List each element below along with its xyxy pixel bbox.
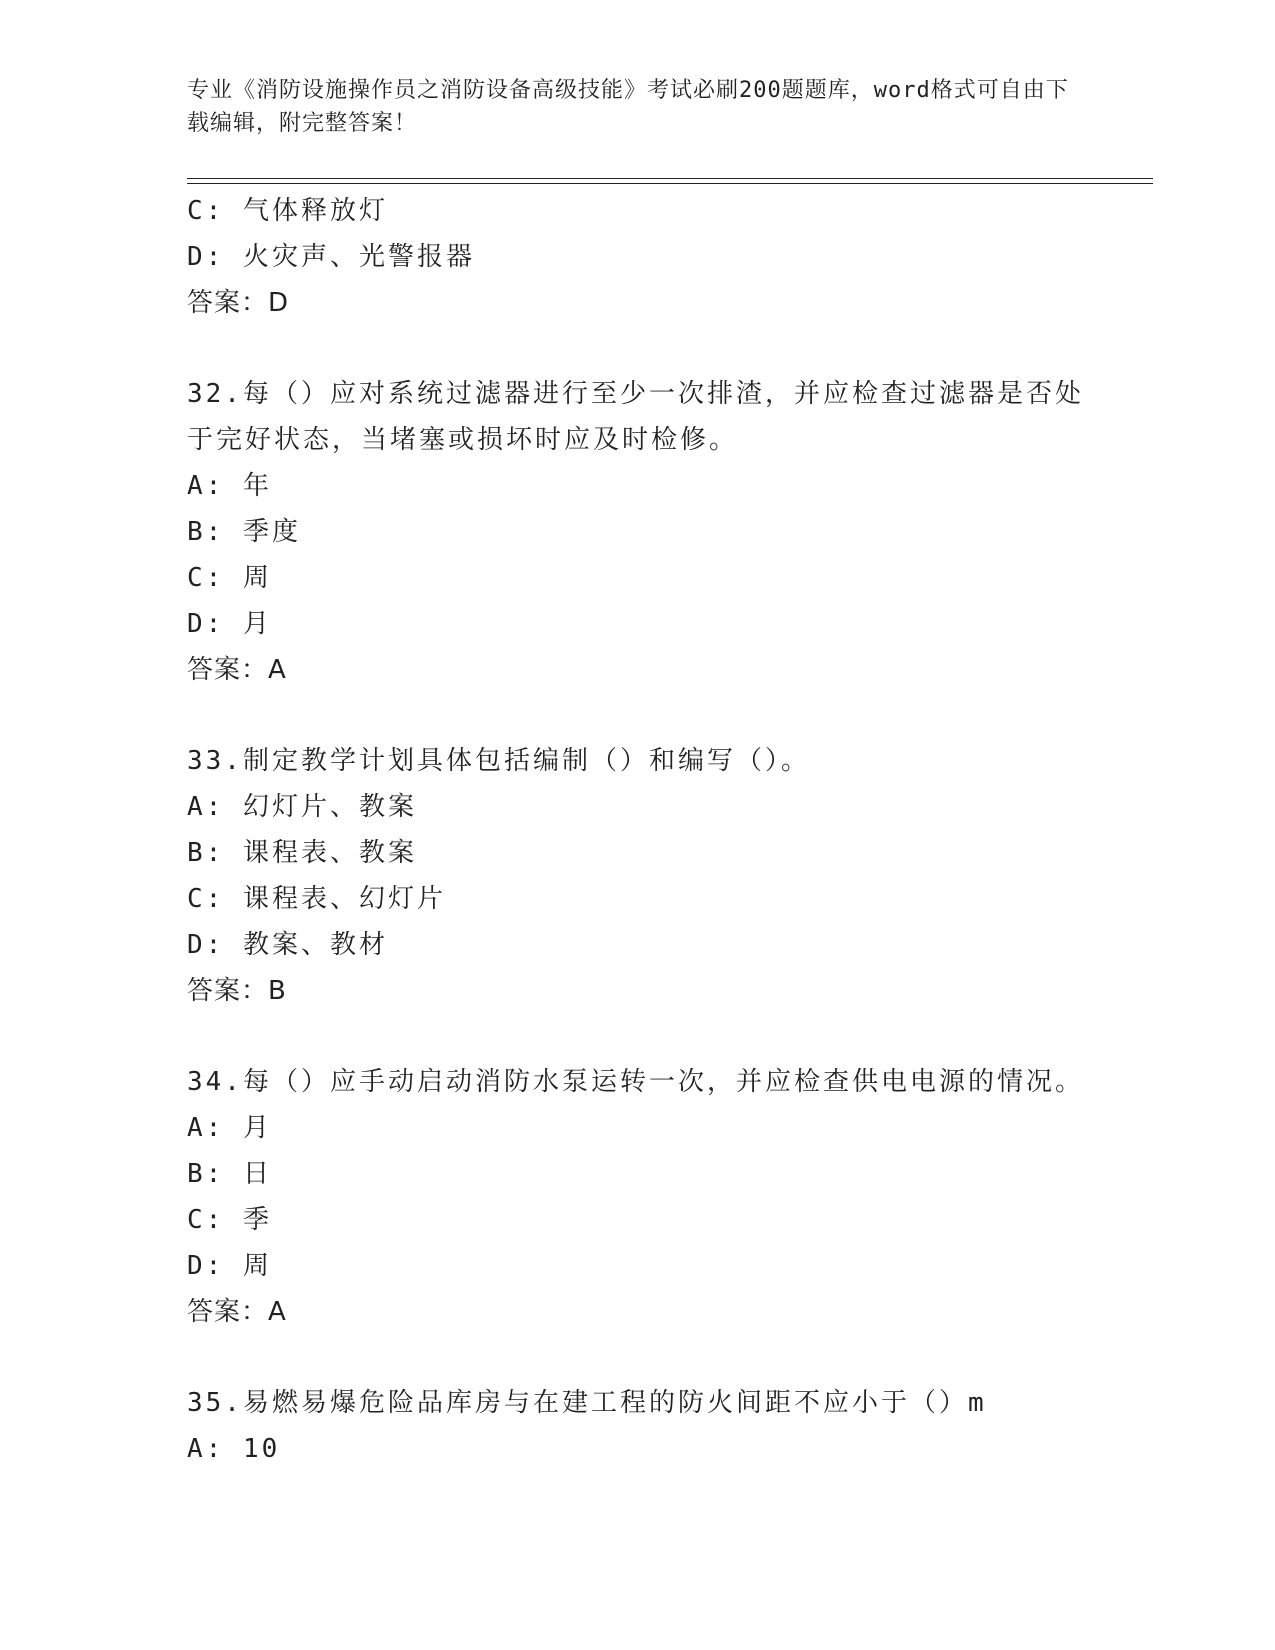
option-b: B: 课程表、教案 (187, 838, 417, 868)
option-b: B: 日 (187, 1159, 272, 1189)
option-a: A: 月 (187, 1113, 272, 1143)
answer-line: 答案：A (187, 655, 287, 685)
spacer (187, 693, 1167, 738)
option-d: D: 教案、教材 (187, 930, 388, 960)
question-stem-line-1: 32.每（）应对系统过滤器进行至少一次排渣，并应检查过滤器是否处 (187, 379, 1084, 409)
option-c: C: 气体释放灯 (187, 196, 388, 226)
answer-line: 答案：B (187, 976, 287, 1006)
option-d: D: 周 (187, 1251, 272, 1281)
question-list (187, 188, 1167, 1472)
option-d: D: 火灾声、光警报器 (187, 242, 475, 272)
option-b: B: 季度 (187, 517, 301, 547)
question-stem-line-1: 35.易燃易爆危险品库房与在建工程的防火间距不应小于（）m (187, 1388, 987, 1418)
option-d: D: 月 (187, 609, 272, 639)
option-c: C: 季 (187, 1205, 272, 1235)
header-divider-bottom (187, 183, 1153, 184)
answer-line: 答案：A (187, 1297, 287, 1327)
document-header (187, 74, 1087, 140)
header-text: 专业《消防设施操作员之消防设备高级技能》考试必刷200题题库，word格式可自由下载编辑，附完整答案！ (187, 78, 1069, 136)
spacer (187, 1014, 1167, 1059)
question-33 (187, 738, 1167, 1014)
option-a: A: 幻灯片、教案 (187, 792, 417, 822)
option-c: C: 课程表、幻灯片 (187, 884, 446, 914)
question-32 (187, 371, 1167, 693)
question-stem-line-1: 33.制定教学计划具体包括编制（）和编写（）。 (187, 746, 810, 776)
spacer (187, 326, 1167, 371)
option-c: C: 周 (187, 563, 272, 593)
spacer (187, 1335, 1167, 1380)
answer-line: 答案：D (187, 288, 290, 318)
option-a: A: 10 (187, 1434, 281, 1464)
question-stem-line-1: 34.每（）应手动启动消防水泵运转一次，并应检查供电电源的情况。 (187, 1067, 1084, 1097)
option-a: A: 年 (187, 471, 272, 501)
partial-question (187, 188, 1167, 326)
header-divider-top (187, 178, 1153, 179)
question-35 (187, 1380, 1167, 1472)
question-stem-line-2: 于完好状态，当堵塞或损坏时应及时检修。 (187, 425, 739, 455)
question-34 (187, 1059, 1167, 1335)
